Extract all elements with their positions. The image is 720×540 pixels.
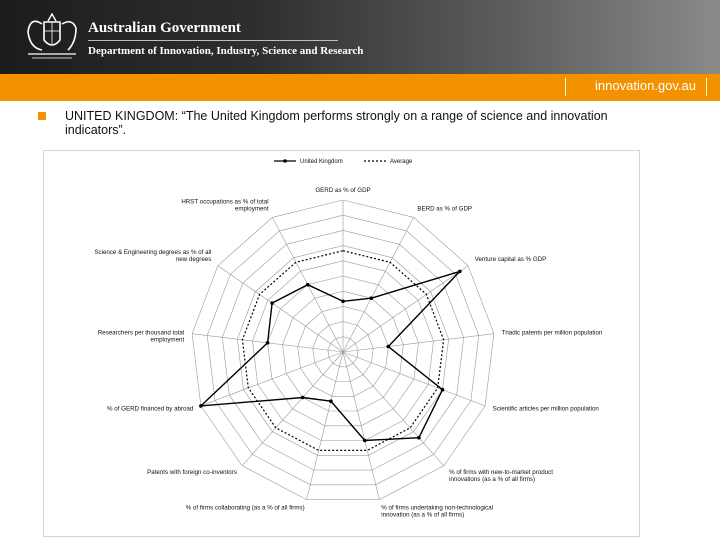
axis-label: % of firms undertaking non-technological — [381, 504, 494, 512]
data-point-united-kingdom — [301, 396, 305, 400]
axis-label: Scientific articles per million population — [492, 405, 599, 413]
data-point-united-kingdom — [270, 301, 274, 305]
data-point-united-kingdom — [199, 404, 203, 408]
legend-label-united-kingdom: United Kingdom — [300, 159, 343, 165]
axis-spoke — [242, 352, 343, 466]
data-point-united-kingdom — [458, 270, 462, 274]
axis-label: Venture capital as % GDP — [474, 256, 547, 264]
axis-spoke — [201, 352, 343, 406]
axis-label: new degrees — [175, 256, 212, 264]
series-line-united-kingdom — [201, 271, 460, 440]
axis-label: Researchers per thousand total — [97, 329, 185, 337]
department-title: Department of Innovation, Industry, Science and Research — [88, 45, 364, 57]
bullet-square-icon — [38, 112, 46, 120]
data-point-united-kingdom — [306, 283, 310, 287]
site-separator-right — [706, 78, 707, 96]
axis-label: GERD as % of GDP — [315, 187, 371, 194]
data-point-united-kingdom — [363, 439, 367, 443]
data-point-united-kingdom — [370, 296, 374, 300]
radar-chart — [43, 150, 640, 537]
header-banner — [0, 0, 720, 74]
axis-label: % of firms collaborating (as a % of all firms) — [185, 504, 305, 512]
coat-of-arms-icon — [22, 10, 82, 62]
axis-label: innovations (as a % of all firms) — [449, 475, 536, 483]
axis-label: HRST occupations as % of total — [181, 198, 269, 206]
data-point-united-kingdom — [329, 399, 333, 403]
axis-label: % of GERD financed by abroad — [107, 405, 194, 413]
government-title: Australian Government — [88, 20, 241, 36]
axis-label: innovation (as a % of all firms) — [381, 511, 465, 519]
axis-label: employment — [234, 205, 269, 213]
axis-label: Patents with foreign co-inventors — [147, 468, 237, 476]
slide-bullet-text: UNITED KINGDOM: “The United Kingdom performs strongly on a range of science and innovation indicators”. — [65, 109, 608, 137]
data-point-united-kingdom — [387, 345, 391, 349]
axis-label: Triadic patents per million population — [501, 329, 603, 337]
axis-spoke — [343, 352, 485, 406]
axis-label: % of firms with new-to-market product — [449, 468, 553, 476]
data-point-united-kingdom — [341, 300, 345, 304]
axis-label: employment — [150, 336, 185, 344]
data-point-united-kingdom — [441, 388, 445, 392]
axis-spoke — [343, 352, 444, 466]
radar-chart-svg — [44, 151, 639, 536]
legend-marker-united-kingdom — [283, 159, 287, 163]
site-separator-left — [565, 78, 566, 96]
header-divider — [88, 40, 338, 41]
site-url[interactable]: innovation.gov.au — [595, 78, 696, 93]
data-point-united-kingdom — [266, 341, 270, 345]
legend-label-average: Average — [390, 159, 413, 165]
axis-label: BERD as % of GDP — [417, 205, 473, 213]
accent-bar — [0, 74, 720, 101]
axis-label: Science & Engineering degrees as % of all — [94, 249, 212, 257]
data-point-united-kingdom — [417, 436, 421, 440]
